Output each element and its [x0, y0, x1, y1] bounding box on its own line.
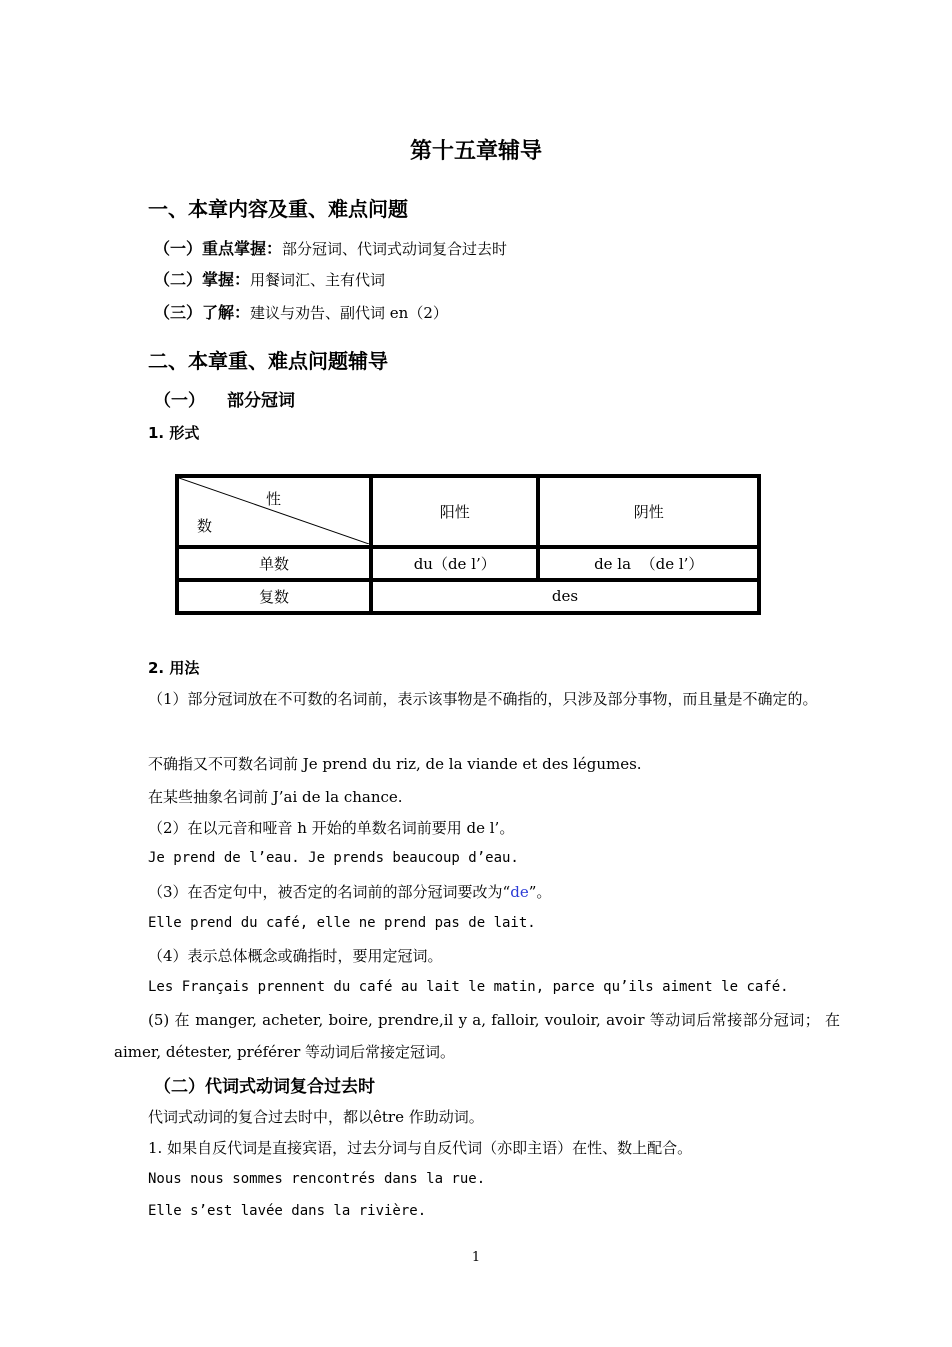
singular-row-header: 单数	[177, 547, 371, 580]
diagonal-header-cell	[177, 476, 371, 547]
usage-paragraph-1: （1）部分冠词放在不可数的名词前，表示该事物是不确指的，只涉及部分事物，而且量是不确定的。	[148, 690, 818, 708]
page-number: 1	[471, 1250, 481, 1265]
gender-label: 性	[265, 490, 281, 509]
highlighted-de: de	[510, 883, 529, 901]
usage-line: 不确指又不可数名词前 Je prend du riz, de la viande et des légumes.	[148, 755, 642, 773]
key-point-item	[154, 236, 507, 259]
item-text: 建议与劝告、副代词 en（2）	[250, 304, 448, 322]
feminine-header: 阴性	[538, 476, 759, 547]
plural-cell: des	[371, 580, 759, 613]
usage-heading: 2. 用法	[148, 659, 200, 677]
example-line: Les Français prennent du café au lait le matin, parce qu’ils aiment le café.	[148, 979, 789, 995]
subsection-number: （一）	[154, 391, 205, 411]
example-line: Je prend de l’eau. Je prends beaucoup d’eau.	[148, 850, 519, 866]
section2-heading: 二、本章重、难点问题辅导	[148, 349, 388, 373]
usage-paragraph-5: (5) 在 manger, acheter, boire, prendre,il y a, falloir, vouloir, avoir 等动词后常接部分冠词； 在 aimer, détester, préférer 等动词后常接定冠词。	[114, 1011, 840, 1061]
usage-line: 在某些抽象名词前 J’ai de la chance.	[148, 788, 403, 806]
singular-feminine-cell: de la （de l’）	[538, 547, 759, 580]
singular-masculine-cell: du（de l’）	[371, 547, 538, 580]
partitive-forms-table	[175, 474, 761, 615]
item-text: 用餐词汇、主有代词	[250, 271, 386, 289]
item-text: 部分冠词、代词式动词复合过去时	[282, 240, 508, 258]
masculine-header: 阳性	[371, 476, 538, 547]
understand-item	[154, 300, 448, 323]
rule-text: （3）在否定句中，被否定的名词前的部分冠词要改为“	[148, 883, 511, 901]
item-label: （三）了解：	[154, 303, 251, 322]
chapter-title: 第十五章辅导	[409, 139, 542, 164]
compound-line: 1. 如果自反代词是直接宾语，过去分词与自反代词（亦即主语）在性、数上配合。	[148, 1139, 693, 1157]
number-label: 数	[197, 517, 213, 536]
rule-text-end: ”。	[528, 883, 552, 901]
item-label: （一）重点掌握：	[154, 239, 283, 258]
section1-heading: 一、本章内容及重、难点问题	[148, 197, 408, 221]
subsection-compound-heading: （二）代词式动词复合过去时	[154, 1077, 375, 1097]
form-heading: 1. 形式	[148, 424, 200, 442]
example-line: Nous nous sommes rencontrés dans la rue.	[148, 1171, 486, 1187]
item-label: （二）掌握：	[154, 270, 251, 289]
subsection-partitive-heading	[154, 386, 295, 411]
usage-line	[148, 881, 551, 902]
master-item	[154, 267, 385, 290]
example-line: Elle prend du café, elle ne prend pas de lait.	[148, 915, 536, 931]
plural-row-header: 复数	[177, 580, 371, 613]
compound-line: 代词式动词的复合过去时中，都以être 作助动词。	[148, 1108, 484, 1126]
usage-line: （4）表示总体概念或确指时，要用定冠词。	[148, 947, 443, 965]
example-line: Elle s’est lavée dans la rivière.	[148, 1203, 427, 1219]
subsection-title: 部分冠词	[227, 391, 295, 411]
usage-line: （2）在以元音和哑音 h 开始的单数名词前要用 de l’。	[148, 819, 515, 837]
